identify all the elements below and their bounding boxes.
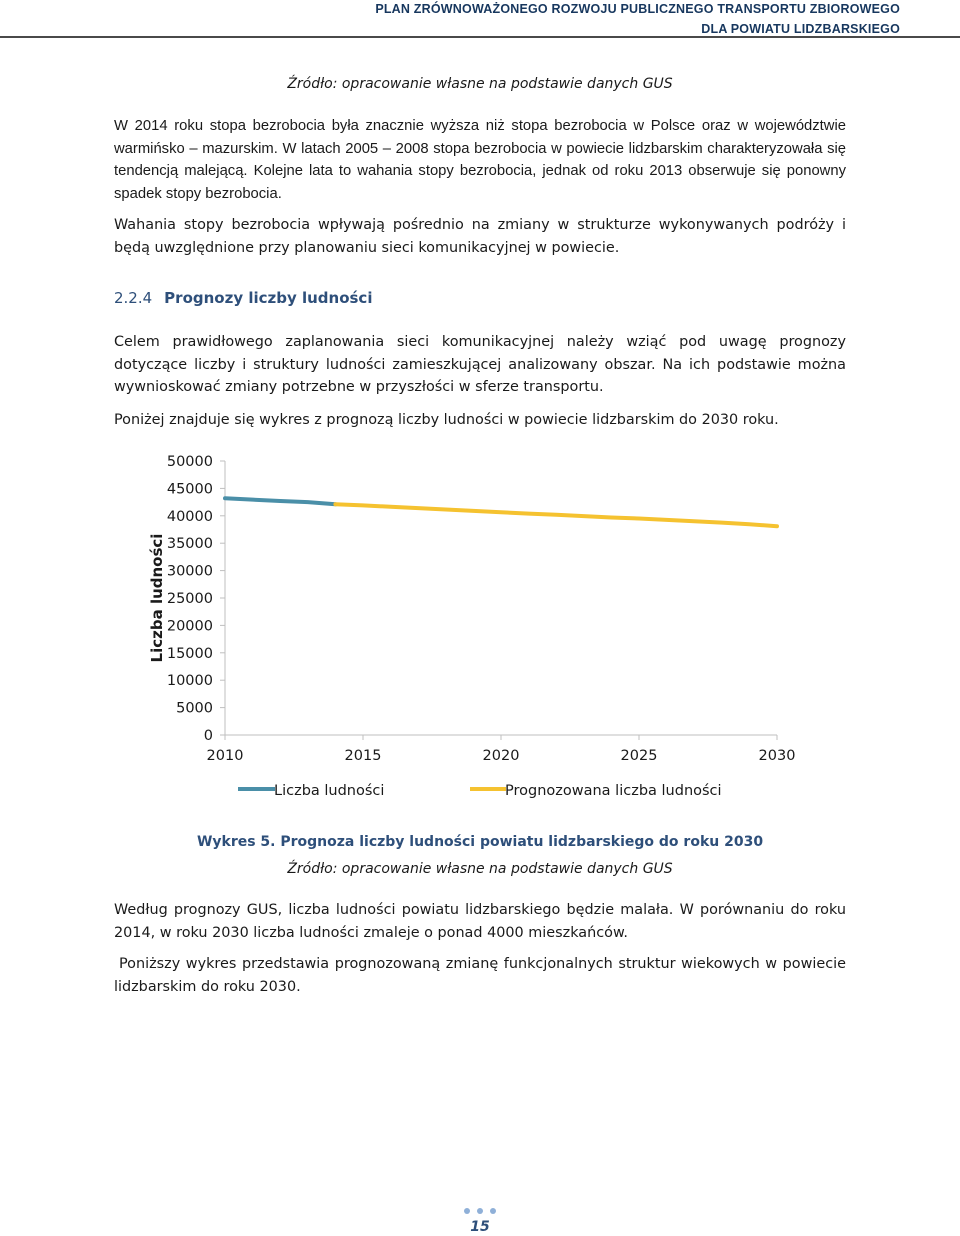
source-note-top: Źródło: opracowanie własne na podstawie danych GUS (287, 76, 673, 92)
y-tick-label: 45000 (166, 481, 213, 498)
x-tick-label: 2010 (206, 748, 244, 764)
section-number: 2.2.4 (114, 289, 153, 307)
x-tick-label: 2015 (344, 748, 382, 764)
legend-label-actual: Liczba ludności (274, 783, 385, 799)
y-tick-label: 50000 (166, 454, 213, 470)
footer-dots-icon (460, 1206, 500, 1216)
y-tick-label: 0 (203, 728, 213, 744)
chart-caption: Wykres 5. Prognoza liczby ludności powiatu lidzbarskiego do roku 2030 (196, 834, 764, 850)
series-layer (225, 498, 777, 526)
x-tick-label: 2030 (758, 748, 796, 764)
section-title: Prognozy liczby ludności (164, 289, 373, 307)
y-tick-label: 5000 (176, 700, 213, 717)
header-title-line2: DLA POWIATU LIDZBARSKIEGO (701, 22, 900, 36)
paragraph-chart-intro: Poniżej znajduje się wykres z prognozą liczby ludności w powiecie lidzbarskim do 2030 roku. (114, 412, 779, 428)
y-tick-label: 30000 (166, 563, 213, 580)
forecast-population-line (335, 504, 777, 526)
y-tick-label: 20000 (166, 618, 213, 635)
y-tick-label: 35000 (166, 536, 213, 553)
chart-legend (238, 783, 722, 799)
legend-label-forecast: Prognozowana liczba ludności (505, 783, 722, 799)
footer-dot (477, 1208, 483, 1214)
paragraph-age-structure: Poniższy wykres przedstawia prognozowaną zmianę funkcjonalnych struktur wiekowych w powiecie lidzbarskim do roku 2030. (114, 956, 846, 995)
x-tick-label: 2025 (620, 748, 658, 764)
x-axis-ticks (207, 735, 796, 764)
header-title-line1: PLAN ZRÓWNOWAŻONEGO ROZWOJU PUBLICZNEGO TRANSPORTU ZBIOROWEGO (375, 2, 900, 16)
y-tick-label: 10000 (166, 673, 213, 690)
paragraph-planning: Celem prawidłowego zaplanowania sieci komunikacyjnej należy wziąć pod uwagę prognozy dotyczące liczby i struktury ludności zamieszkującej analizowany obszar. Na ich podstawie można wywnioskować zmiany potrzebne w przyszłości w sferze transportu. (114, 334, 846, 395)
paragraph-forecast: Według prognozy GUS, liczba ludności powiatu lidzbarskiego będzie malała. W porównaniu do roku 2014, w roku 2030 liczba ludności zmaleje o ponad 4000 mieszkańców. (114, 902, 846, 941)
actual-population-line (225, 498, 335, 504)
section-heading (114, 289, 372, 307)
y-axis-ticks (167, 454, 225, 744)
page-header (0, 0, 960, 40)
footer-dot (490, 1208, 496, 1214)
y-tick-label: 40000 (166, 508, 213, 525)
x-tick-label: 2020 (482, 748, 520, 764)
footer-dot (464, 1208, 470, 1214)
source-note-bottom: Źródło: opracowanie własne na podstawie danych GUS (287, 861, 673, 877)
y-tick-label: 25000 (166, 591, 213, 607)
page-number: 15 (470, 1219, 490, 1235)
paragraph-unemployment: W 2014 roku stopa bezrobocia była znacznie wyższa niż stopa bezrobocia w Polsce oraz w województwie warmińsko – mazurskim. W latach 2005 – 2008 stopa bezrobocia w powiecie lidzbarskim charakteryzowała się tendencją malejącą. Kolejne lata to wahania stopy bezrobocia, jednak od roku 2013 obserwuje się ponowny spadek stopy bezrobocia. (114, 118, 846, 202)
paragraph-fluctuations: Wahania stopy bezrobocia wpływają pośrednio na zmiany w strukturze wykonywanych podróży i będą uwzględnione przy planowaniu sieci komunikacyjnej w powiecie. (114, 217, 846, 256)
y-axis-title: Liczba ludności (148, 533, 166, 663)
y-tick-label: 15000 (166, 645, 213, 662)
header-divider (0, 36, 960, 38)
population-chart (140, 448, 820, 808)
